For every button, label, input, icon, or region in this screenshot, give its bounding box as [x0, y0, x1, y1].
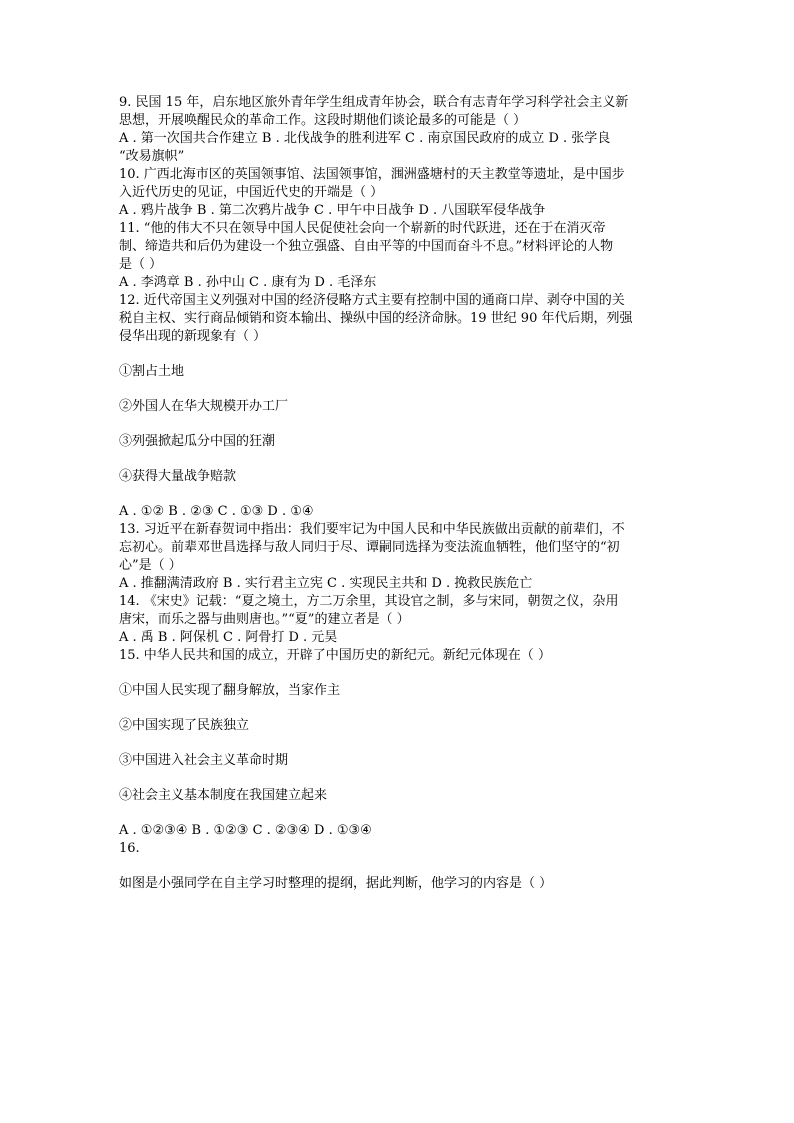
question-9-options: A . 第一次国共合作建立 B . 北伐战争的胜利进军 C . 南京国民政府的成立 D . 张学良 — [119, 131, 611, 146]
question-12-stem-line-2: 税自主权、实行商品倾销和资本输出、操纵中国的经济命脉。19 世纪 90 年代后期，列强 — [119, 311, 633, 326]
question-12-item-3: ③列强掀起瓜分中国的狂潮 — [119, 434, 276, 449]
question-10 — [119, 166, 679, 220]
question-15-options: A . ①②③④ B . ①②③ C . ②③④ D . ①③④ — [119, 823, 372, 838]
question-13-stem-line-2: 忘初心。前辈邓世昌选择与敌人同归于尽、谭嗣同选择为变法流血牺牲，他们坚守的“初 — [119, 540, 620, 555]
question-9-stem-line-1: 9. 民国 15 年，启东地区旅外青年学生组成青年协会，联合有志青年学习科学社会主义新 — [119, 95, 629, 110]
question-9-stem-line-2: 思想，开展唤醒民众的革命工作。这段时期他们谈论最多的可能是（ ） — [119, 113, 527, 128]
question-9-options-cont: “改易旗帜” — [119, 149, 185, 164]
question-10-stem-line-2: 入近代历史的见证，中国近代史的开端是（ ） — [119, 185, 384, 200]
question-12-item-2: ②外国人在华大规模开办工厂 — [119, 399, 289, 414]
question-9 — [119, 94, 679, 166]
question-15 — [119, 647, 679, 840]
question-10-stem-line-1: 10. 广西北海市区的英国领事馆、法国领事馆，涠洲盛塘村的天主教堂等遗址，是中国步 — [119, 167, 625, 182]
question-15-item-4: ④社会主义基本制度在我国建立起来 — [119, 788, 328, 803]
question-15-item-2: ②中国实现了民族独立 — [119, 718, 250, 733]
question-12-stem-line-1: 12. 近代帝国主义列强对中国的经济侵略方式主要有控制中国的通商口岸、剥夺中国的关 — [119, 293, 625, 308]
question-16 — [119, 840, 679, 893]
question-13-stem-line-1: 13. 习近平在新春贺词中指出：我们要牢记为中国人民和中华民族做出贡献的前辈们，不 — [119, 522, 625, 537]
question-13 — [119, 521, 679, 593]
question-15-item-3: ③中国进入社会主义革命时期 — [119, 753, 289, 768]
question-14-stem-line-1: 14. 《宋史》记载：“夏之境土，方二万余里，其设官之制，多与宋同，朝贺之仪，杂用 — [119, 594, 619, 609]
question-11-options: A . 李鸿章 B . 孙中山 C . 康有为 D . 毛泽东 — [119, 275, 377, 290]
question-12-item-1: ①割占土地 — [119, 364, 185, 379]
question-11-stem-line-3: 是（ ） — [119, 257, 163, 272]
question-12-stem-line-3: 侵华出现的新现象有（ ） — [119, 329, 267, 344]
question-11-stem-line-2: 制、缔造共和后仍为建设一个独立强盛、自由平等的中国而奋斗不息。”材料评论的人物 — [119, 239, 614, 254]
question-12-options: A . ①② B . ②③ C . ①③ D . ①④ — [119, 504, 314, 519]
question-15-item-1: ①中国人民实现了翻身解放，当家作主 — [119, 683, 341, 698]
question-15-stem: 15. 中华人民共和国的成立，开辟了中国历史的新纪元。新纪元体现在（ ） — [119, 648, 551, 663]
question-16-stem: 如图是小强同学在自主学习时整理的提纲，据此判断，他学习的内容是（ ） — [119, 876, 553, 891]
question-16-number: 16. — [119, 841, 140, 856]
question-12-item-4: ④获得大量战争赔款 — [119, 469, 237, 484]
question-10-options: A . 鸦片战争 B . 第二次鸦片战争 C . 甲午中日战争 D . 八国联军侵华战争 — [119, 203, 546, 218]
question-14-options: A . 禹 B . 阿保机 C . 阿骨打 D . 元昊 — [119, 630, 338, 645]
question-list — [119, 94, 679, 893]
question-12 — [119, 292, 679, 521]
question-13-options: A . 推翻满清政府 B . 实行君主立宪 C . 实现民主共和 D . 挽救民族危亡 — [119, 576, 533, 591]
question-13-stem-line-3: 心”是（ ） — [119, 558, 182, 573]
question-14-stem-line-2: 唐宋，而乐之器与曲则唐也。”“夏”的建立者是（ ） — [119, 612, 410, 627]
question-11 — [119, 220, 679, 292]
question-14 — [119, 593, 679, 647]
question-11-stem-line-1: 11. “他的伟大不只在领导中国人民促使社会向一个崭新的时代跃进，还在于在消灭帝 — [119, 221, 606, 236]
